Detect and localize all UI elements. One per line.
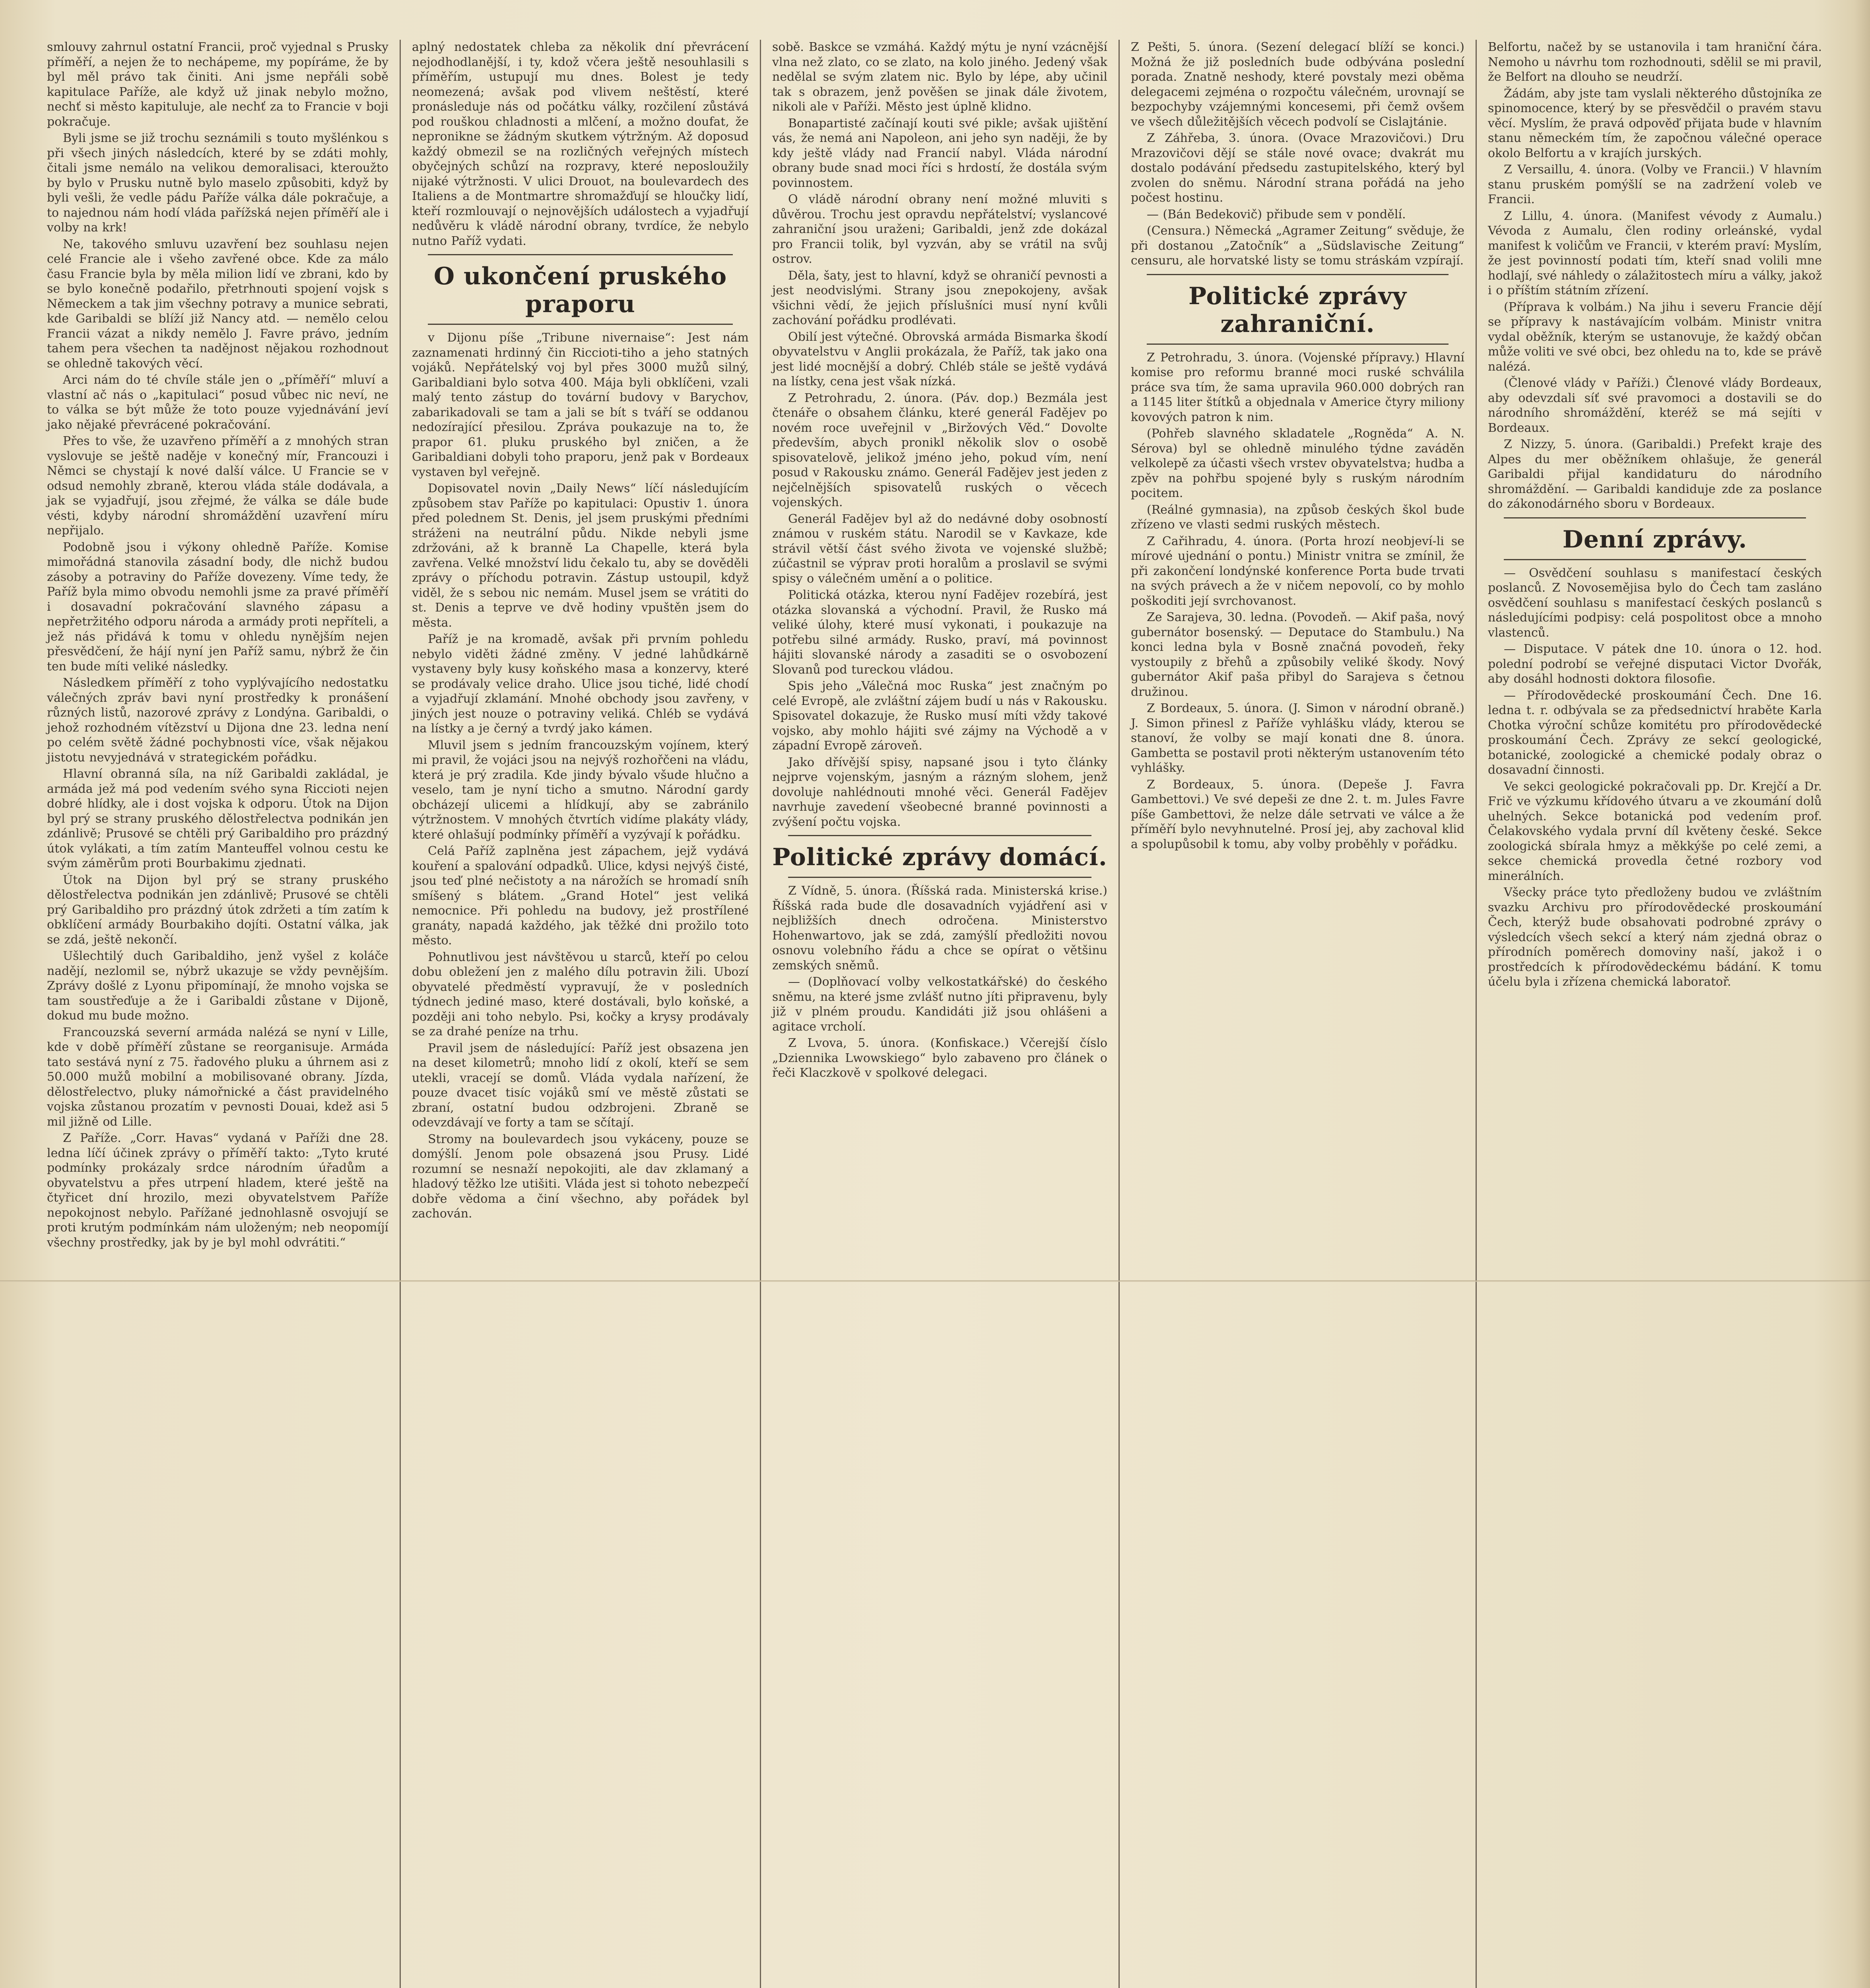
- column-5: [1477, 40, 1833, 1988]
- article-paragraph: Z Cařihradu, 4. února. (Porta hrozí neobjeví-li se mírové ujednání o pontu.) Ministr vnitra se zmínil, že při zakončení londýnské konference Porta bude trvati na svých právech a že v ničem nepovolí, co by mohlo poškoditi její svrchovanost.: [1131, 534, 1464, 608]
- column-3: [761, 40, 1120, 1988]
- article-paragraph: Z Lvova, 5. února. (Konfiskace.) Včerejší číslo „Dziennika Lwowskiego“ bylo zabaveno pro článek o řeči Klaczkově v spolkové delegaci.: [772, 1036, 1107, 1080]
- section-rule: [788, 877, 1091, 878]
- article-paragraph: Z Petrohradu, 3. února. (Vojenské přípravy.) Hlavní komise pro reformu branné moci ruské schválila práce sva tím, že sama upravila 960.000 dobrých ran a 1145 liter štítků a objednala v Americe čtyry miliony kovových patron k nim.: [1131, 350, 1464, 424]
- article-paragraph: Celá Paříž zaplněna jest zápachem, jejž vydává kouření a spalování odpadků. Ulice, kdysi nejvýš čisté, jsou teď plné nečistoty a na nárožích se hromadí sníh smíšený s blátem. „Grand Hotel“ jest veliká nemocnice. Při pohledu na budovy, jež prostřílené granáty, napadá každého, jak těžké dni prožilo toto město.: [412, 844, 749, 947]
- article-paragraph: Dopisovatel novin „Daily News“ líčí následujícím způsobem stav Paříže po kapitulaci: Opustiv 1. února před polednem St. Denis, jel jsem pruskými předními stráženi na neutrální půdu. Nikde nebyli jsme zdržováni, až k branně La Chapelle, která byla zavřena. Velké množství lidu čekalo tu, aby se dověděli zprávy o příchodu potravin. Zástup ustoupil, když viděl, že s sebou nic nemám. Musel jsem se vrátiti do st. Denis a teprve ve dvě hodiny vpuštěn jsem do města.: [412, 481, 749, 630]
- article-paragraph: — (Bán Bedekovič) přibude sem v pondělí.: [1147, 207, 1406, 221]
- article-paragraph: Útok na Dijon byl prý se strany pruského dělostřelectva podnikán jen zdánlivě; Prusové se chtěli prý Garibaldiho pro prázdný útok zdržeti a tím zatím k obklíčení armády Bourbakiho dojíti. Ostatní válka, jak se zdá, ještě nekončí.: [47, 873, 388, 947]
- article-paragraph: v Dijonu píše „Tribune nivernaise“: Jest nám zaznamenati hrdinný čin Riccioti-tiho a jeho statných vojáků. Nepřátelský voj byl přes 3000 mužů silný, Garibaldiani bylo sotva 400. Mája byli obklíčeni, vzali malý tento zástup do tovární budovy v Barychov, zabarikadovali se tam a jali se bít s tváří se oddanou nedozírající přesilou. Zpráva poukazuje na to, že prapor 61. pluku pruského byl zničen, a že Garibaldiani dobyli toho praporu, jenž pak v Bordeaux vystaven byl veřejně.: [412, 331, 749, 479]
- article-paragraph: Podobně jsou i výkony ohledně Paříže. Komise mimořádná stanovila zásadní body, dle nichž budou zásoby a potraviny do Paříže dovezeny. Víme tedy, že Paříž byla mimo obvodu nemohli jsme za pravé příměří i dosavadní pokračování slavného zápasu a nepřetržitého odporu národa a armády proti nepříteli, a jež nás přidává k tomu v ohledu nynějším nejen přesvědčení, že hájí nyní jen Paříž samu, nýbrž že čin ten bude míti veliké následky.: [47, 540, 388, 674]
- column-1: [36, 40, 401, 1988]
- article-paragraph: Stromy na boulevardech jsou vykáceny, pouze se domýšlí. Jenom pole obsazená jsou Prusy. Lidé rozumní se nesnaží nepokojiti, ale dav zklamaný a hladový těžko lze utišiti. Vláda jest si tohoto nebezpečí dobře vědoma a činí všechno, aby pořádek byl zachován.: [412, 1132, 749, 1221]
- article-paragraph: Jako dřívější spisy, napsané jsou i tyto články nejprve vojenským, jasným a rázným slohem, jenž dovoluje nahlédnouti mnohé věci. Generál Fadějev navrhuje zavedení všeobecné branné povinnosti a zvýšení počtu vojska.: [772, 755, 1107, 829]
- article-paragraph: Francouzská severní armáda nalézá se nyní v Lille, kde v době příměří zůstane se reorganisuje. Armáda tato sestává nyní z 75. řadového pluku a úhrnem asi z 50.000 mužů mobilní a mobilisované obrany. Jízda, dělostřelectvo, pluky námořnické a část pravidelného vojska zůstanou prozatím v pevnosti Douai, kdež asi 5 mil jižně od Lille.: [47, 1025, 388, 1129]
- article-paragraph: sobě. Baskce se vzmáhá. Každý mýtu je nyní vzácnější vlna než zlato, co se zlato, na kolo jiného. Jedený však nedělal se svým zlatem nic. Bylo by lépe, aby učinil tak s obrazem, jenž pověšen se jinak dále životem, nikoli ale v Paříži. Město jest úplně klidno.: [772, 40, 1107, 114]
- article-paragraph: Byli jsme se již trochu seznámili s touto myšlénkou s při všech jiných následcích, které by se zdáti mohly, čitali jsme nemálo na velikou demoralisaci, kteroužto by bylo v Prusku nutně bylo maselo způsobiti, když by byli vešli, že vedle pádu Paříže válka dále pokračuje, a to najednou nám hodí vláda pařížská nejen příměří ale i volby na krk!: [47, 131, 388, 235]
- section-rule: [428, 324, 733, 325]
- article-paragraph: Mluvil jsem s jedním francouzským vojínem, který mi pravil, že vojáci jsou na nejvýš rozhořčeni na vládu, která je prý zradila. Kde jindy bývalo všude hlučno a veselo, tam je nyní ticho a smutno. Národní gardy obcházejí ulicemi a hlídkují, aby se zabránilo výtržnostem. V mnohých čtvrtích vidíme plakáty vlády, které ohlašují podmínky příměří a vyzývají k pořádku.: [412, 738, 749, 842]
- article-paragraph: Ze Sarajeva, 30. ledna. (Povodeň. — Akif paša, nový gubernátor bosenský. — Deputace do Stambulu.) Na konci ledna byla v Bosně značná povodeň, řeky vystoupily z břehů a způsobily veliké škody. Nový gubernátor Akif paša přibyl do Sarajeva s četnou družinou.: [1131, 610, 1464, 699]
- page-edge-shadow: [1854, 0, 1870, 1988]
- article-paragraph: Z Lillu, 4. února. (Manifest vévody z Aumalu.) Vévoda z Aumalu, člen rodiny orleánské, vydal manifest k voličům ve Francii, v kterém praví: Myslím, že jest povinností podati tím, kteří snad volili mne hodlají, své náhledy o zálažitostech míru a války, jakož i o příštím státním zřízení.: [1488, 209, 1822, 297]
- article-paragraph: smlouvy zahrnul ostatní Francii, proč vyjednal s Prusky příměří, a nejen že to nechápeme, my popíráme, že by byl měl právo tak činiti. Ani jsme nepřáli sobě kapitulace Paříže, ale když už jinak nebylo možno, nechť si město kapituluje, ale nechť za to Francie v boji pokračuje.: [47, 40, 388, 129]
- article-paragraph: Z Vídně, 5. února. (Říšská rada. Ministerská krise.) Říšská rada bude dle dosavadních vyjádření asi v nejbližších dnech odročena. Ministerstvo Hohenwartovo, jak se zdá, zamýšlí předložiti novou osnovu volebního řádu a chce se opírat o většinu zemských sněmů.: [772, 884, 1107, 973]
- article-paragraph: Obilí jest výtečné. Obrovská armáda Bismarka škodí obyvatelstvu v Anglii prokázala, že Paříž, tak jako ona jest lidé mocnější a dobrý. Chléb stále se ještě vydává na lístky, cena jest však nízká.: [772, 330, 1107, 388]
- article-paragraph: Spis jeho „Válečná moc Ruska“ jest značným po celé Evropě, ale zvláštní zájem budí u nás v Rakousku. Spisovatel dokazuje, že Rusko musí míti vždy takové vojsko, aby mohlo hájiti své zájmy na Východě a v západní Evropě zároveň.: [772, 679, 1107, 753]
- article-paragraph: Všecky práce tyto předloženy budou ve zvláštním svazku Archivu pro přírodovědecké proskoumání Čech, kterýž bude obsahovati podrobné zprávy o výsledcích všech sekcí a který nám zjedná obraz o přírodních poměrech domoviny naší, jakož i o prostředcích k přírodovědeckému bádání. K tomu účelu byla i zřízena chemická laboratoř.: [1488, 885, 1822, 989]
- page-fold-line: [0, 1280, 1870, 1282]
- article-paragraph: (Příprava k volbám.) Na jihu i severu Francie dějí se přípravy k nastávajícím volbám. Ministr vnitra vydal oběžník, kterým se ustanovuje, že každý občan může voliti ve své obci, bez ohledu na to, kde se právě nalézá.: [1488, 300, 1822, 374]
- article-paragraph: Následkem příměří z toho vyplývajícího nedostatku válečných zpráv bavi nyní prostředky k pronášení různých listů, nazorové zprávy z Londýna. Garibaldi, o jehož rozhodném vítězství u Dijona dne 23. ledna není po celém světě žádné pochybnosti více, však nějakou jistotu nevyjednává v strategickém pořádku.: [47, 676, 388, 765]
- article-paragraph: Z Versaillu, 4. února. (Volby ve Francii.) V hlavním stanu pruském pomýšlí se na zadržení voleb ve Francii.: [1488, 163, 1822, 206]
- article-paragraph: Z Paříže. „Corr. Havas“ vydaná v Paříži dne 28. ledna líčí účinek zprávy o příměří takto: „Tyto kruté podmínky prokázaly srdce národním úřadům a obyvatelstvu a přes utrpení hladem, které ještě na čtyřicet dní hrozilo, mezi obyvatelstvem Paříže nepokojnost nebylo. Pařížané jednohlasně osvojují se proti krutým podmínkám nám uloženým; neb neopomíjí všechny prostředky, jak by je byl mohl odvrátiti.“: [47, 1131, 388, 1250]
- article-paragraph: (Reálné gymnasia), na způsob českých škol bude zřízeno ve vlasti sedmi ruských městech.: [1131, 503, 1464, 532]
- section-rule: [788, 835, 1091, 836]
- article-paragraph: aplný nedostatek chleba za několik dní převrácení nejodhodlanější, i ty, kdož včera ještě nesouhlasili s příměřím, ustupují mu dnes. Bolest je tedy neomezená; avšak pod vlivem neštěstí, které pronásleduje nás od počátku války, rozčilení zůstává pod rouškou chladnosti a mlčení, a možno doufat, že nepronikne se žádným skutkem výtržným. Až doposud každý obmezil se na rozličných veřejných místech obyčejných schůzí na rozpravy, které neposloužily nijaké výtržnosti. V ulici Drouot, na boulevardech des Italiens a de Montmartre shromažďují se hloučky lidí, kteří rozmlouvají o nejnovějších událostech a vyjadřují nedůvěru k vládě národní obrany, tvrdíce, že nebylo nutno Paříž vydati.: [412, 40, 749, 248]
- article-paragraph: Ne, takového smluvu uzavření bez souhlasu nejen celé Francie ale i všeho zavřené obce. Kde za málo času Francie byla by měla milion lidí ve zbrani, kdo by se bylo konečně podařilo, přetrhnouti spojení vojsk s Německem a tak jim všechny potravy a munice sebrati, kde Garibaldi se blíží již Nancy atd. — nemělo celou Francii vázat a nikdy nemělo J. Favre právo, jedním tahem pera všechen ta nadějnost nějakou rozhodnout se ohledně takových věcí.: [47, 237, 388, 371]
- section-rule: [1147, 344, 1449, 345]
- section-headline: Denní zprávy.: [1562, 525, 1748, 553]
- article-paragraph: — Přírodovědecké proskoumání Čech. Dne 16. ledna t. r. odbývala se za předsednictví hraběte Karla Chotka výroční schůze komitétu pro přírodovědecké proskoumání Čech. Zprávy ze sekcí geologické, botanické, zoologické a chemické podaly obraz o dosavadní činnosti.: [1488, 688, 1822, 777]
- article-paragraph: Z Záhřeba, 3. února. (Ovace Mrazovičovi.) Dru Mrazovičovi dějí se stále nové ovace; dvakrát mu dostalo podávání předsedu zastupitelského, který byl zvolen do sněmu. Národní strana pořádá na jeho počest hostinu.: [1131, 131, 1464, 205]
- article-paragraph: Arci nám do té chvíle stále jen o „příměří“ mluví a vlastní ač nás o „kapitulaci“ posud vůbec nic neví, ne to válka se být může že toto pouze vyjednávání jeví jako nějaké převrácené pokračování.: [47, 373, 388, 432]
- article-paragraph: Z Bordeaux, 5. února. (J. Simon v národní obraně.) J. Simon přinesl z Paříže vyhlášku vlády, kterou se stanoví, že volby se mají konati dne 8. února. Gambetta se postavil proti některým ustanovením této vyhlášky.: [1131, 701, 1464, 775]
- column-2: [401, 40, 761, 1988]
- article-paragraph: Bonapartisté začínají kouti své pikle; avšak ujištění vás, že nemá ani Napoleon, ani jeho syn naději, že by kdy ještě vlády nad Francií nabyl. Vláda národní obrany bude snad moci říci s hrdostí, že dostála svým povinnostem.: [772, 116, 1107, 190]
- article-paragraph: Hlavní obranná síla, na níž Garibaldi zakládal, je armáda jež má pod vedením svého syna Riccioti nejen dobré hlídky, ale i dost vojska k odporu. Útok na Dijon byl prý se strany pruského dělostřelectva podnikán jen zdánlivě; Prusové se chtěli prý Garibaldiho pro prázdný útok vylákati, a tím zatím Manteuffel volnou cestu ke svým záměrům proti Bourbakimu zjednati.: [47, 767, 388, 870]
- article-paragraph: Belfortu, načež by se ustanovila i tam hraniční čára. Nemoho u návrhu tom rozhodnouti, sdělil se mi pravil, že Belfort na dlouho se neudrží.: [1488, 40, 1822, 84]
- article-paragraph: Z Nizzy, 5. února. (Garibaldi.) Prefekt kraje des Alpes du mer oběžníkem ohlašuje, že generál Garibaldi přijal kandidaturu do národního shromáždění. — Garibaldi kandiduje zde za poslance do zákonodárného sboru v Bordeaux.: [1488, 437, 1822, 511]
- article-paragraph: Z Petrohradu, 2. února. (Páv. dop.) Bezmála jest čtenáře o obsahem článku, které generál Fadějev po novém roce uveřejnil v „Biržových Věd.“ Dovolte především, abych pronikl několik slov o osobě spisovatelově, jelikož jméno jeho, pokud vím, není posud v Rakousku známo. Generál Fadějev jest jeden z nejčelnějších spisovatelů ruských o věcech vojenských.: [772, 391, 1107, 509]
- article-paragraph: Ve sekci geologické pokračovali pp. Dr. Krejčí a Dr. Frič ve výzkumu křídového útvaru a ve zkoumání dolů uhelných. Sekce botanická pod vedením prof. Čelakovského vydala první díl květeny české. Sekce zoologická sbírala hmyz a měkkýše po celé zemi, a sekce chemická provedla četné rozbory vod minerálních.: [1488, 779, 1822, 883]
- article-paragraph: — Osvědčení souhlasu s manifestací českých poslanců. Z Novosemějisa bylo do Čech tam zasláno osvědčení souhlasu s manifestací českých poslanců s následujícími podpisy: celá pospolitost obce a mnoho vlastenců.: [1488, 566, 1822, 640]
- article-paragraph: (Pohřeb slavného skladatele „Rogněda“ A. N. Sérova) byl se ohledně minulého týdne zaváděn velkolepě za účasti všech vrstev obyvatelstva; hudba a zpěv na pohřbu spojené byly s ruským národním pocitem.: [1131, 427, 1464, 500]
- section-headline: O ukončení pruského praporu: [433, 262, 727, 318]
- article-paragraph: Pravil jsem de následující: Paříž jest obsazena jen na deset kilometrů; mnoho lidí z okolí, kteří se sem utekli, vracejí se domů. Vláda vydala nařízení, že pouze dvacet tisíc vojáků smí ve městě zůstati se zbraní, ostatní budou odzbrojeni. Zbraně se odevzdávají ve forty a tam se sčítají.: [412, 1041, 749, 1130]
- article-paragraph: Děla, šaty, jest to hlavní, když se ohraničí pevnosti a jest neodvislými. Strany jsou znepokojeny, avšak všichni vědí, že jejich příslušníci musí nyní kvůli zachování pořádku prodlévati.: [772, 268, 1107, 327]
- article-paragraph: Pohnutlivou jest návštěvou u starců, kteří po celou dobu obležení jen z malého dílu potravin žili. Ubozí obyvatelé předměstí vypravují, že v posledních týdnech jediné maso, které dostávali, bylo koňské, a později ani toho nebylo. Psi, kočky a krysy prodávaly se za drahé peníze na trhu.: [412, 950, 749, 1039]
- article-paragraph: O vládě národní obrany není možné mluviti s důvěrou. Trochu jest opravdu nepřátelství; vyslancové zahraniční jsou uraženi; Garibaldi, jenž zde dokázal pro Francii tolik, byl vyzván, aby se vrátil na svůj ostrov.: [772, 192, 1107, 266]
- section-headline: Politické zprávy zahraniční.: [1188, 282, 1407, 338]
- article-paragraph: (Členové vlády v Paříži.) Členové vlády Bordeaux, aby odevzdali síť své pravomoci a dostavili se do národního shromáždění, kteréž se má sejíti v Bordeaux.: [1488, 376, 1822, 435]
- article-paragraph: Generál Fadějev byl až do nedávné doby osobností známou v ruském státu. Narodil se v Kavkaze, kde strávil větší část svého života ve vojenské službě; zúčastnil se výprav proti horalům a proslavil se svými spisy o válečném umění a o politice.: [772, 512, 1107, 586]
- article-paragraph: Paříž je na kromadě, avšak při prvním pohledu nebylo viděti žádné změny. V jedné lahůdkárně vystaveny byly kusy koňského masa a konzervy, které se prodávaly velice draho. Ulice jsou tiché, lidé chodí a vyjadřují zklamání. Mnohé obchody jsou zavřeny, v jiných jest nouze o potraviny veliká. Chléb se vydává na lístky a je černý a tvrdý jako kámen.: [412, 632, 749, 736]
- article-paragraph: Z Pešti, 5. února. (Sezení delegací blíží se konci.) Možná že již posledních bude odbývána poslední porada. Znatně neshody, které povstaly mezi oběma delegacemi zejména o rozpočtu válečném, urovnají se bezpochyby vzájemnými koncesemi, při čemž ovšem ve všech důležitějších věcech podvolí se Cislajtánie.: [1131, 40, 1464, 129]
- section-rule: [428, 254, 733, 255]
- article-paragraph: Ušlechtilý duch Garibaldiho, jenž vyšel z koláče nadějí, nezlomil se, nýbrž ukazuje se vždy pevnějším. Zprávy došlé z Lyonu připomínají, že mnoho vojska se tam soustřeďuje a že i Garibaldi zůstane v Dijoně, dokud mu bude možno.: [47, 949, 388, 1023]
- section-rule: [1504, 559, 1806, 560]
- section-rule: [1504, 517, 1806, 518]
- article-paragraph: Politická otázka, kterou nyní Fadějev rozebírá, jest otázka slovanská a východní. Pravil, že Rusko má veliké úlohy, které musí vykonati, i poukazuje na potřebu silné armády. Rusko, praví, má povinnost hájiti slovanské národy a zasaditi se o osvobození Slovanů pod tureckou vládou.: [772, 588, 1107, 677]
- article-paragraph: Přes to vše, že uzavřeno příměří a z mnohých stran vyslovuje se ještě naděje v konečný mír, Francouzi i Němci se chystají k nové další válce. U Francie se v odsud nemohly zbraně, kterou vláda stále dodávala, a jak se vyjadřují, jsou zřejmé, že válka se dále bude vésti, kdyby národní shromáždění uzavření míru nepřijalo.: [47, 434, 388, 538]
- column-4: [1120, 40, 1477, 1988]
- article-paragraph: Z Bordeaux, 5. února. (Depeše J. Favra Gambettovi.) Ve své depeši ze dne 2. t. m. Jules Favre píše Gambettovi, že nelze dále setrvati ve válce a že příměří bylo nevyhnutelné. Prosí jej, aby zachoval klid a spolupůsobil k tomu, aby volby proběhly v pořádku.: [1131, 777, 1464, 851]
- column-layout: [36, 40, 1833, 1988]
- article-paragraph: Žádám, aby jste tam vyslali některého důstojníka ze spinomocence, který by se přesvědčil o pravém stavu věcí. Myslím, že pravá odpověď přijata bude v hlavním stanu německém tím, že započnou válečné operace okolo Belfortu a v krajích jurských.: [1488, 86, 1822, 160]
- article-paragraph: — Disputace. V pátek dne 10. února o 12. hod. polední podrobí se veřejné disputaci Victor Dvořák, aby dosáhl hodnosti doktora filosofie.: [1488, 642, 1822, 686]
- section-headline: Politické zprávy domácí.: [772, 843, 1107, 871]
- article-paragraph: — (Doplňovací volby velkostatkářské) do českého sněmu, na které jsme zvlášť nutno jíti připravenu, byly již v plném proudu. Kandidáti již jsou ohlášeni a agitace vrcholí.: [772, 975, 1107, 1034]
- article-paragraph: (Censura.) Německá „Agramer Zeitung“ svěduje, že při dostanou „Zatočník“ a „Südslavische Zeitung“ censuru, ale horvatské listy se tomu stráskám vzpírají.: [1131, 224, 1464, 268]
- section-rule: [1147, 274, 1449, 275]
